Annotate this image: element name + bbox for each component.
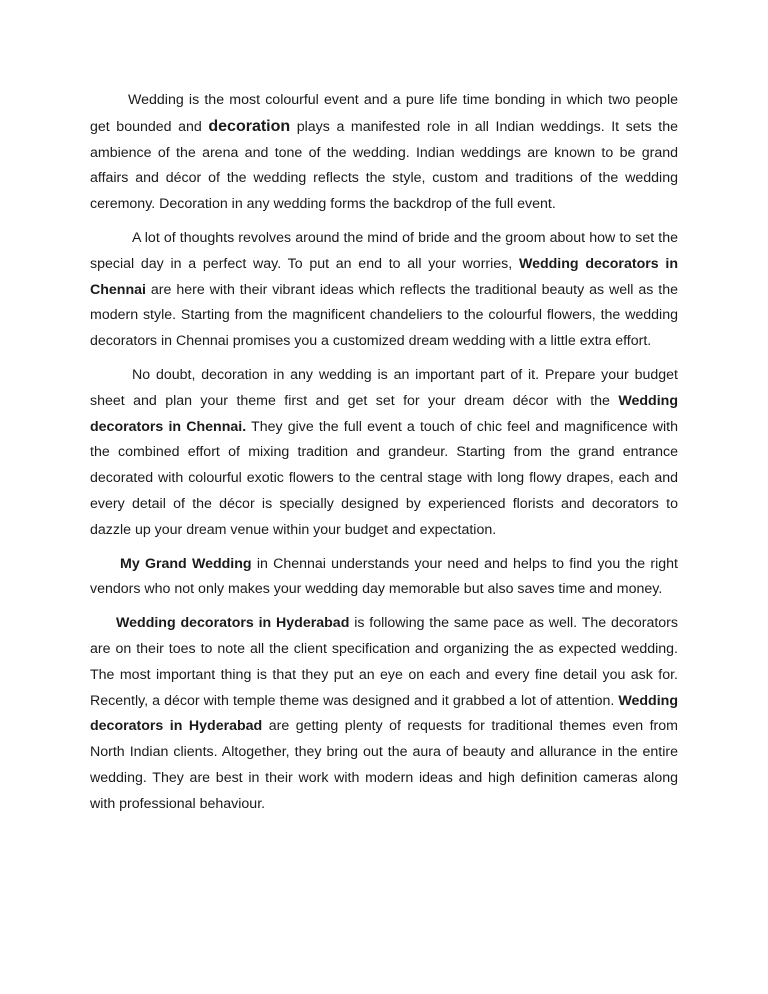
paragraph-text: A lot of thoughts revolves around the mind of bride and the groom about how to set the special day in a perfect way. To put an end to all your worries, <box>90 229 678 272</box>
paragraph-hyderabad <box>90 611 678 817</box>
paragraph-text: They give the full event a touch of chic feel and magnificence with the combined effort of mixing tradition and grandeur. Starting from the grand entrance decorated with colourful exotic flowers to the central stage with long flowy drapes, each and every detail of the décor is specially designed by experienced florists and decorators to dazzle up your dream venue within your budget and expectation. <box>90 418 678 538</box>
paragraph-my-grand-wedding <box>90 552 678 604</box>
paragraph-text: are getting plenty of requests for traditional themes even from North Indian clients. Altogether, they bring out the aura of beauty and allurance in the entire wedding. They are best in their work with modern ideas and high definition cameras along with professional behaviour. <box>90 718 678 812</box>
keyword-wedding-decorators-chennai: Wedding decorators in Chennai <box>90 255 678 298</box>
keyword-wedding-decorators-chennai: Wedding decorators in Chennai. <box>90 392 678 435</box>
keyword-decoration: decoration <box>208 117 291 135</box>
document-page <box>90 88 678 826</box>
keyword-wedding-decorators-hyderabad: Wedding decorators in Hyderabad <box>90 692 678 735</box>
paragraph-text: Wedding is the most colourful event and a pure life time bonding in which two people get bounded and <box>90 92 678 135</box>
paragraph-text: are here with their vibrant ideas which reflects the traditional beauty as well as the modern style. Starting from the magnificent chandeliers to the colourful flowers, the wedding decorators in Chennai promises you a customized dream wedding with a little extra effort. <box>90 281 678 350</box>
paragraph-text: is following the same pace as well. The decorators are on their toes to note all the client specification and organizing the as expected wedding. The most important thing is that they put an eye on each and every fine detail you ask for. Recently, a décor with temple theme was designed and it grabbed a lot of attention. <box>90 615 678 709</box>
paragraph-budget <box>90 363 678 544</box>
paragraph-text: in Chennai understands your need and helps to find you the right vendors who not only makes your wedding day memorable but also saves time and money. <box>90 555 678 598</box>
keyword-my-grand-wedding: My Grand Wedding <box>120 555 252 572</box>
keyword-wedding-decorators-hyderabad: Wedding decorators in Hyderabad <box>116 615 350 632</box>
paragraph-text: plays a manifested role in all Indian weddings. It sets the ambience of the arena and tone of the wedding. Indian weddings are known to be grand affairs and décor of the wedding reflects the style, custom and traditions of the wedding ceremony. Decoration in any wedding forms the backdrop of the full event. <box>90 118 678 213</box>
paragraph-intro <box>90 88 678 218</box>
paragraph-text: No doubt, decoration in any wedding is an important part of it. Prepare your budget sheet and plan your theme first and get set for your dream décor with the <box>90 366 678 409</box>
paragraph-chennai-decorators <box>90 226 678 355</box>
